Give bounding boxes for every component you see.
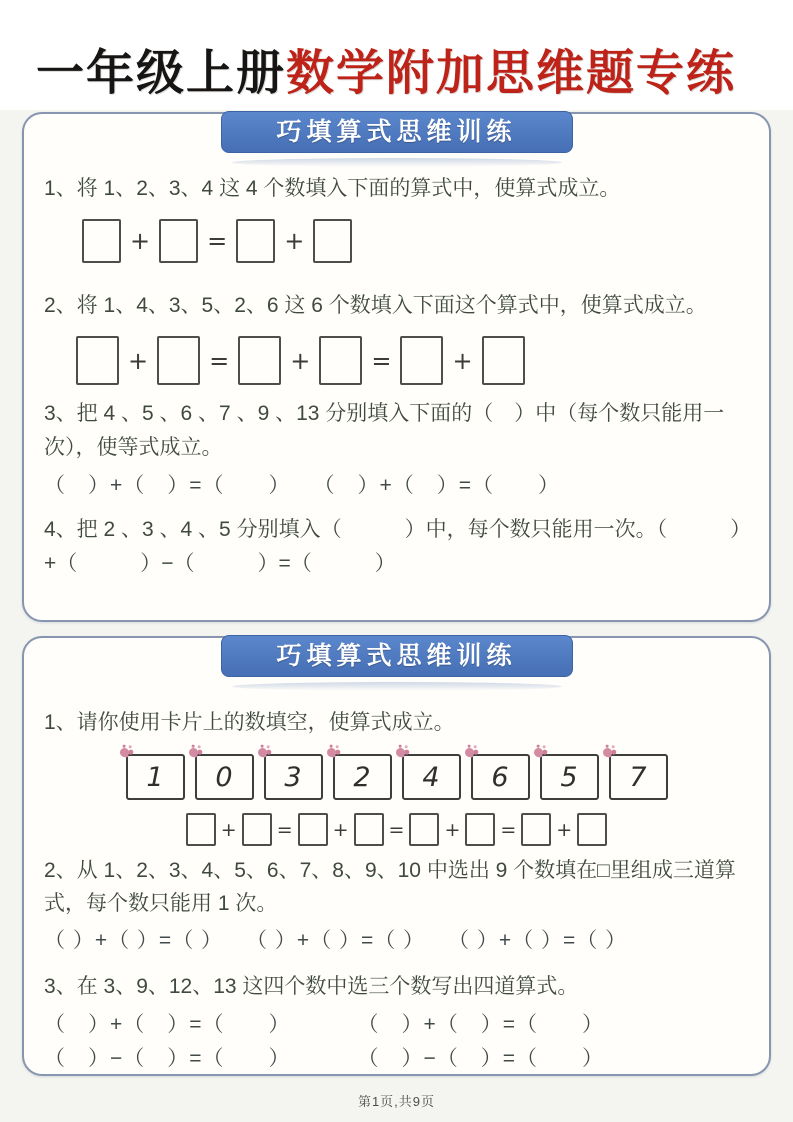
page-number: 第1页,共9页 [357, 1094, 436, 1109]
equals-operator: = [371, 346, 392, 375]
plus-operator: + [220, 818, 237, 841]
answer-box[interactable] [313, 219, 352, 263]
flower-pin-icon [187, 747, 198, 758]
problem-3-equation-row-1: （ ）+（ ）=（ ） （ ）+（ ）=（ ） [44, 1013, 605, 1037]
flower-pin-icon [256, 747, 267, 758]
answer-box[interactable] [157, 336, 200, 385]
equals-operator: = [207, 227, 228, 256]
section-2 [22, 636, 771, 1076]
section-1-body [24, 114, 769, 581]
problem-1-equation [44, 813, 749, 846]
plus-operator: + [284, 227, 305, 256]
plus-operator: + [452, 346, 473, 375]
problem-3-equation: （ ）+（ ）=（ ） （ ）+（ ）=（ ） [44, 474, 561, 498]
answer-box[interactable] [482, 336, 525, 385]
answer-box[interactable] [242, 813, 272, 846]
flower-pin-icon [601, 747, 612, 758]
answer-box[interactable] [76, 336, 119, 385]
card-number: 2 [353, 761, 371, 793]
problem-4-text: 4、把 2 、3 、4 、5 分别填入（ ）中，每个数只能用一次。（ ）+（ ）−（ ）=（ ） [44, 518, 741, 576]
page-title-grade: 一年级上册 [36, 45, 287, 101]
section-1 [22, 112, 771, 622]
problem-2-equation [76, 336, 749, 385]
number-card [540, 754, 599, 800]
equals-operator: = [209, 346, 230, 375]
answer-box[interactable] [159, 219, 198, 263]
flower-pin-icon [118, 747, 129, 758]
plus-operator: + [444, 818, 461, 841]
problem-3-text: 3、在 3、9、12、13 这四个数中选三个数写出四道算式。 [44, 975, 579, 999]
card-number: 1 [146, 761, 164, 793]
number-card [609, 754, 668, 800]
answer-box[interactable] [82, 219, 121, 263]
section-2-header-banner: 巧填算式思维训练 [221, 635, 573, 677]
answer-box[interactable] [186, 813, 216, 846]
flower-pin-icon [394, 747, 405, 758]
answer-box[interactable] [354, 813, 384, 846]
answer-box[interactable] [236, 219, 275, 263]
problem-1-text: 1、将 1、2、3、4 这 4 个数填入下面的算式中，使算式成立。 [44, 177, 621, 200]
problem-3-text: 3、把 4 、5 、6 、7 、9 、13 分别填入下面的（ ）中（每个数只能用一 次），使等式成立。 [44, 402, 731, 460]
card-number: 4 [422, 761, 440, 793]
problem-3-equation-row-2: （ ）−（ ）=（ ） （ ）−（ ）=（ ） [44, 1046, 605, 1070]
flower-pin-icon [325, 747, 336, 758]
equals-operator: = [500, 818, 517, 841]
problem-2-text: 2、从 1、2、3、4、5、6、7、8、9、10 中选出 9 个数填在□里组成三道算式，每个数只能用 1 次。 [44, 859, 736, 916]
flower-pin-icon [532, 747, 543, 758]
number-card [402, 754, 461, 800]
plus-operator: + [130, 227, 151, 256]
card-number: 5 [560, 761, 578, 793]
problem-1-text: 1、请你使用卡片上的数填空，使算式成立。 [44, 711, 455, 734]
flower-pin-icon [463, 747, 474, 758]
number-card [264, 754, 323, 800]
number-card [471, 754, 530, 800]
number-card [126, 754, 185, 800]
section-1-header-banner: 巧填算式思维训练 [221, 111, 573, 153]
number-cards-row [44, 754, 749, 800]
answer-box[interactable] [409, 813, 439, 846]
equals-operator: = [276, 818, 293, 841]
number-card [195, 754, 254, 800]
page-title-subject: 数学附加思维题专练 [286, 45, 737, 101]
answer-box[interactable] [400, 336, 443, 385]
page-title [36, 34, 769, 103]
plus-operator: + [128, 346, 149, 375]
answer-box[interactable] [465, 813, 495, 846]
answer-box[interactable] [521, 813, 551, 846]
card-number: 7 [629, 761, 647, 793]
card-number: 0 [215, 761, 233, 793]
section-2-body [24, 638, 769, 1075]
plus-operator: + [332, 818, 349, 841]
plus-operator: + [290, 346, 311, 375]
answer-box[interactable] [577, 813, 607, 846]
answer-box[interactable] [319, 336, 362, 385]
number-card [333, 754, 392, 800]
card-number: 6 [491, 761, 509, 793]
plus-operator: + [556, 818, 573, 841]
problem-2-text: 2、将 1、4、3、5、2、6 这 6 个数填入下面这个算式中，使算式成立。 [44, 294, 707, 318]
card-number: 3 [284, 761, 302, 793]
equals-operator: = [388, 818, 405, 841]
answer-box[interactable] [298, 813, 328, 846]
problem-2-equation: （ ）+（ ）=（ ） （ ）+（ ）=（ ） （ ）+（ ）=（ ） [44, 929, 628, 953]
problem-1-equation [82, 219, 749, 263]
answer-box[interactable] [238, 336, 281, 385]
